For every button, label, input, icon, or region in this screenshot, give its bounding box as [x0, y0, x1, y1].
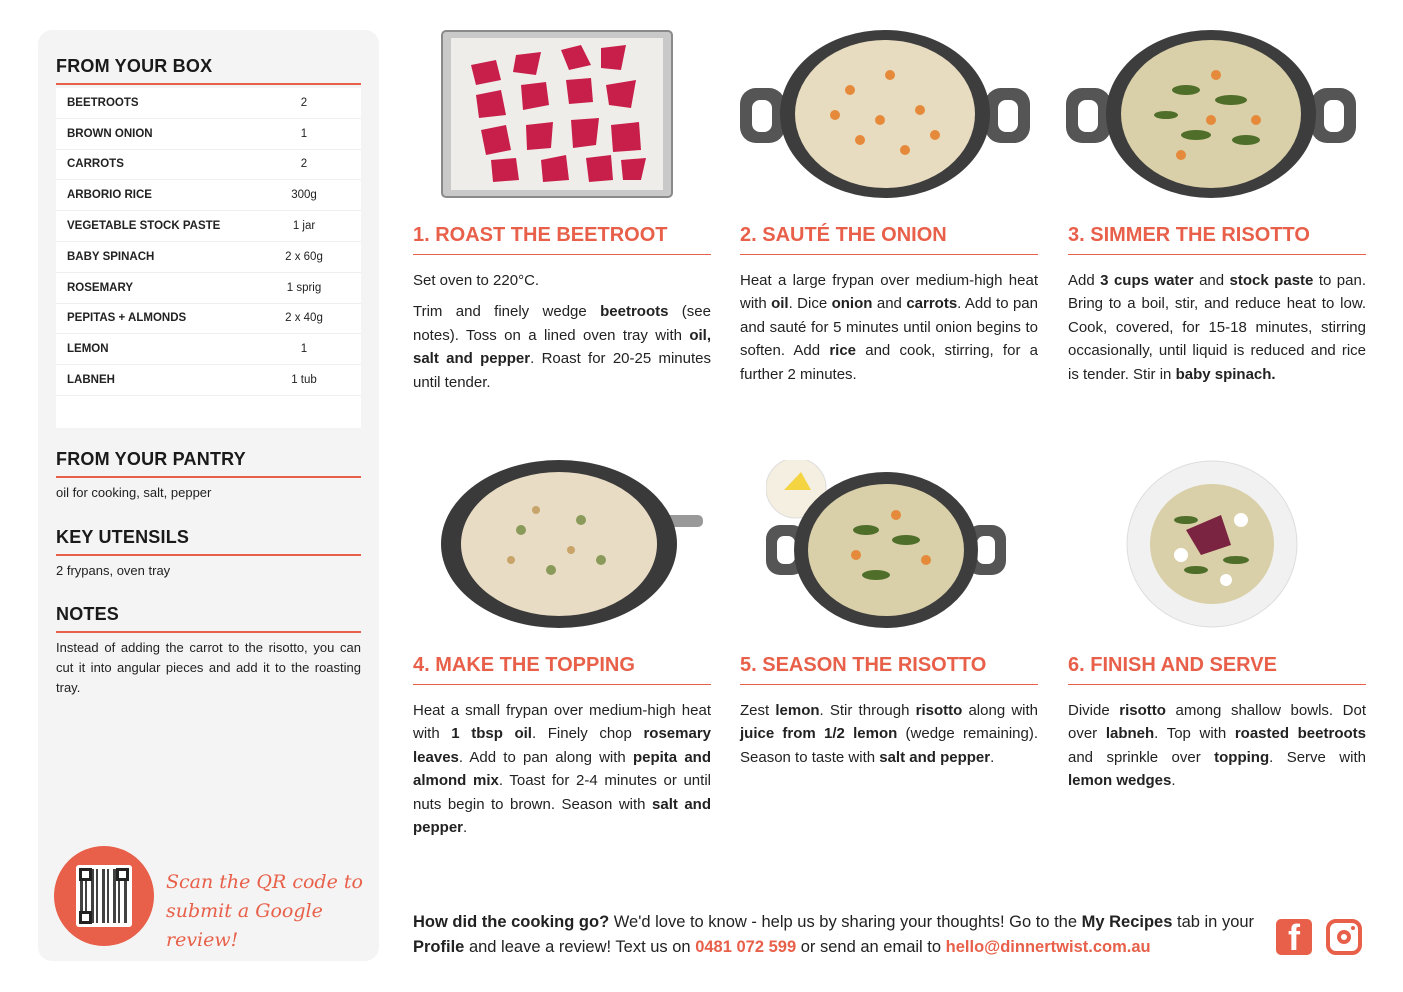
text: . Add to pan along with — [458, 748, 633, 766]
beetroot-tray-photo — [441, 30, 673, 198]
text: (see notes). Toss on a lined oven tray with — [413, 303, 711, 344]
ingredient: oil — [771, 295, 789, 313]
ingredient: rosemary leaves — [413, 725, 711, 766]
table-row: BEETROOTS 2 — [56, 88, 361, 119]
step-5 — [740, 654, 1038, 777]
qr-caption-line: submit a Google review! — [166, 900, 323, 951]
text: Zest — [740, 702, 776, 719]
ingredient: onion — [831, 295, 873, 313]
utensils-text: 2 frypans, oven tray — [56, 563, 171, 578]
ingredient: lemon — [775, 702, 820, 719]
step-2 — [740, 224, 1038, 394]
text: Heat a small frypan over medium-high heat with — [413, 702, 711, 743]
ingredient: stock paste — [1229, 272, 1314, 289]
facebook-glyph: f — [1288, 917, 1300, 958]
ingredients-sidebar — [38, 30, 379, 961]
profile-label: Profile — [413, 938, 465, 956]
step-instructions — [740, 699, 1038, 769]
text: (wedge remaining). Season to taste with — [740, 725, 1038, 766]
season-pan-photo — [766, 460, 1006, 628]
qr-caption-line: Scan the QR code to — [166, 871, 363, 893]
ingredient: risotto — [915, 702, 963, 719]
step-1 — [413, 224, 711, 402]
step-title: 4. MAKE THE TOPPING — [413, 654, 711, 685]
ingredient: beetroots — [600, 303, 669, 321]
ingredient: rice — [829, 342, 857, 360]
table-row: ROSEMARY 1 sprig — [56, 273, 361, 304]
topping-pan-photo — [441, 460, 703, 628]
text: tab in your — [1172, 913, 1255, 931]
text: We'd love to know - help us by sharing your thoughts! Go to the — [609, 913, 1082, 931]
notes-title: NOTES — [56, 604, 361, 633]
text: among shallow bowls. Dot over — [1068, 702, 1366, 743]
text: . Toast for 2-4 minutes or until nuts begin to brown. Season with — [413, 772, 711, 813]
ingredient: oil, salt and pepper — [413, 326, 711, 368]
instruction-line — [1068, 699, 1366, 793]
ingredient: juice from 1/2 lemon — [740, 725, 898, 743]
text: and sprinkle over — [1068, 748, 1215, 766]
email-link[interactable]: hello@dinnertwist.com.au — [945, 938, 1151, 956]
text: . Top with — [1154, 725, 1235, 743]
table-row: PEPITAS + ALMONDS 2 x 40g — [56, 304, 361, 335]
table-row: VEGETABLE STOCK PASTE 1 jar — [56, 211, 361, 242]
step-instructions — [413, 269, 711, 394]
instruction-line: Set oven to 220°C. — [413, 272, 540, 289]
step-title: 1. ROAST THE BEETROOT — [413, 224, 711, 255]
pantry-text: oil for cooking, salt, pepper — [56, 485, 212, 500]
step-instructions — [1068, 269, 1366, 386]
ingredient: roasted beetroots — [1234, 725, 1366, 743]
text: and leave a review! Text us on — [464, 938, 696, 956]
ingredient: labneh — [1105, 725, 1155, 743]
step-6 — [1068, 654, 1366, 801]
risotto-pan-photo — [1066, 30, 1356, 198]
my-recipes-label: My Recipes — [1081, 913, 1173, 931]
step-title: 2. SAUTÉ THE ONION — [740, 224, 1038, 255]
table-row: BROWN ONION 1 — [56, 119, 361, 150]
ingredients-table — [56, 88, 361, 428]
step-title: 6. FINISH AND SERVE — [1068, 654, 1366, 685]
qr-finder — [116, 868, 129, 881]
step-instructions — [1068, 699, 1366, 793]
text: . Dice — [788, 295, 832, 313]
text: and — [1193, 272, 1230, 289]
text: . Add to pan and sauté for 5 minutes until onion begins to soften. Add — [740, 295, 1038, 360]
table-row: LABNEH 1 tub — [56, 365, 361, 396]
footer-question: How did the cooking go? — [413, 913, 610, 931]
ingredient: topping — [1214, 748, 1270, 766]
table-row: BABY SPINACH 2 x 60g — [56, 242, 361, 273]
text: Trim and finely wedge — [413, 303, 601, 321]
ingredient: carrots — [906, 295, 958, 313]
instruction-line — [740, 269, 1038, 386]
phone-link[interactable]: 0481 072 599 — [695, 938, 797, 956]
table-row: ARBORIO RICE 300g — [56, 180, 361, 211]
text: Add — [1068, 272, 1101, 289]
step-3 — [1068, 224, 1366, 394]
qr-code-image — [76, 865, 132, 927]
text: and cook, stirring, for a further 2 minutes. — [740, 342, 1038, 383]
qr-caption — [166, 868, 366, 955]
step-title: 3. SIMMER THE RISOTTO — [1068, 224, 1366, 255]
served-bowl-photo — [1126, 460, 1298, 628]
ingredient: lemon wedges — [1068, 772, 1172, 790]
from-your-box-title: FROM YOUR BOX — [56, 56, 361, 85]
text: . Finely chop — [531, 725, 644, 743]
facebook-icon[interactable] — [1276, 917, 1312, 958]
text: Heat a large frypan over medium-high heat with — [740, 272, 1038, 313]
instruction-line — [740, 699, 1038, 769]
step-instructions — [413, 699, 711, 839]
ingredient: salt and pepper — [413, 795, 712, 837]
instruction-line — [413, 699, 711, 839]
text: Divide — [1068, 702, 1120, 719]
step-4 — [413, 654, 711, 847]
qr-finder — [79, 911, 92, 924]
instruction-line — [413, 300, 711, 394]
instagram-lens — [1337, 930, 1351, 944]
qr-code-icon[interactable] — [54, 846, 154, 946]
step-instructions — [740, 269, 1038, 386]
text: and — [872, 295, 907, 313]
ingredient: salt and pepper — [879, 748, 991, 766]
text: to pan. Bring to a boil, stir, and reduce heat to low. Cook, covered, for 15-18 minutes, stirring occasionally, until liquid is reduced and rice is tender. Stir in — [1068, 272, 1366, 383]
ingredient: baby spinach. — [1175, 365, 1276, 383]
from-your-pantry-title: FROM YOUR PANTRY — [56, 449, 361, 478]
step-title: 5. SEASON THE RISOTTO — [740, 654, 1038, 685]
text: or send an email to — [796, 938, 946, 956]
text: along with — [962, 702, 1039, 719]
onion-pan-photo — [740, 30, 1030, 198]
text: . Stir through — [819, 702, 916, 719]
qr-finder — [79, 868, 92, 881]
instruction-line — [1068, 269, 1366, 386]
ingredient: 3 cups water — [1100, 272, 1194, 289]
notes-text: Instead of adding the carrot to the risotto, you can cut it into angular pieces and add it to the roasting tray. — [56, 640, 361, 695]
feedback-footer — [413, 910, 1263, 960]
ingredient: risotto — [1119, 702, 1166, 719]
text: . — [463, 819, 468, 837]
ingredient: 1 tbsp oil — [451, 725, 532, 743]
text: . — [990, 748, 995, 766]
key-utensils-title: KEY UTENSILS — [56, 527, 361, 556]
text: . Roast for 20-25 minutes until tender. — [413, 350, 712, 391]
table-row: LEMON 1 — [56, 334, 361, 365]
ingredient: pepita and almond mix — [413, 748, 711, 790]
instagram-dot — [1351, 926, 1355, 930]
text: . — [1171, 772, 1176, 790]
text: . Serve with — [1269, 748, 1366, 766]
table-row: CARROTS 2 — [56, 150, 361, 181]
instagram-icon[interactable] — [1326, 919, 1362, 955]
